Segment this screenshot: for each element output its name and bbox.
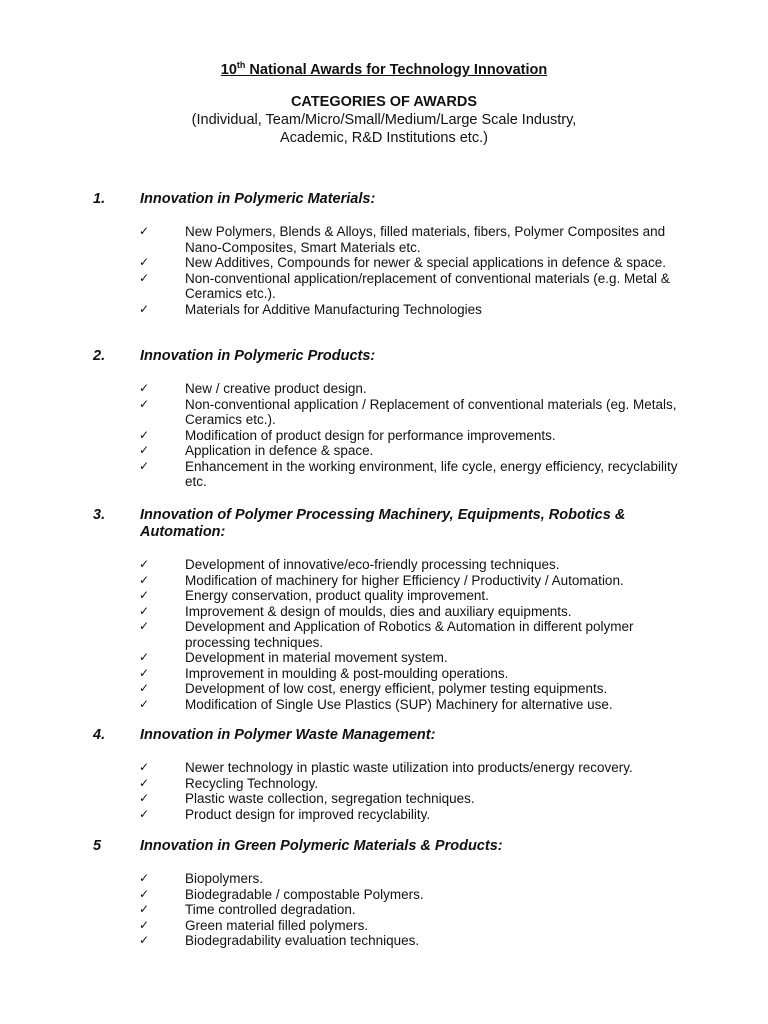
list-item-text: Recycling Technology. [185, 775, 319, 791]
check-icon: ✓ [139, 224, 150, 238]
bullet-list [93, 871, 693, 949]
list-item-text: Application in defence & space. [185, 443, 374, 458]
list-item-text: Green material filled polymers. [185, 917, 369, 933]
check-icon: ✓ [139, 443, 150, 457]
bullet-list [93, 760, 693, 822]
list-item [93, 604, 693, 620]
list-item-text: Product design for improved recyclability. [185, 806, 431, 822]
list-item [93, 776, 693, 792]
section-2 [93, 348, 693, 490]
list-item-text: Development of innovative/eco-friendly processing techniques. [185, 557, 560, 572]
check-icon: ✓ [139, 760, 150, 774]
document-subtitle: CATEGORIES OF AWARDS [290, 94, 478, 110]
list-item-text: Non-conventional application/replacement of conventional materials (e.g. Metal & Ceramics etc.). [185, 270, 670, 301]
check-icon: ✓ [139, 665, 150, 680]
document-title [0, 60, 768, 78]
subtitle-note [0, 111, 768, 147]
check-icon: ✓ [139, 427, 150, 442]
check-icon: ✓ [139, 806, 150, 821]
section-3 [93, 507, 693, 712]
section-heading [93, 838, 693, 855]
section-heading [93, 727, 693, 744]
check-icon: ✓ [139, 557, 150, 571]
list-item [93, 791, 693, 807]
section-number: 1. [93, 191, 106, 207]
list-item-text: Development in material movement system. [185, 650, 448, 665]
subtitle-note-line-1: (Individual, Team/Micro/Small/Medium/Large Scale Industry, [191, 112, 577, 128]
check-icon: ✓ [139, 255, 150, 269]
list-item [93, 397, 693, 428]
check-icon: ✓ [139, 791, 150, 805]
list-item-text: Improvement in moulding & post-moulding operations. [185, 665, 509, 681]
list-item [93, 224, 693, 255]
section-5 [93, 838, 693, 949]
title-prefix: 10 [220, 61, 237, 78]
list-item [93, 302, 693, 318]
list-item [93, 760, 693, 776]
check-icon: ✓ [139, 301, 150, 316]
list-item-text: Modification of product design for performance improvements. [185, 427, 556, 443]
section-title: Innovation in Polymeric Materials: [140, 191, 376, 207]
list-item-text: Biodegradable / compostable Polymers. [185, 886, 424, 902]
list-item-text: Newer technology in plastic waste utilization into products/energy recovery. [185, 760, 633, 775]
title-rest: National Awards for Technology Innovation [245, 61, 548, 78]
list-item [93, 650, 693, 666]
section-title: Innovation in Polymeric Products: [140, 348, 376, 364]
list-item-text: Modification of machinery for higher Efficiency / Productivity / Automation. [185, 572, 624, 588]
list-item-text: Development of low cost, energy efficient, polymer testing equipments. [185, 681, 608, 696]
list-item-text: Energy conservation, product quality improvement. [185, 588, 489, 603]
section-1 [93, 191, 693, 317]
list-item-text: New Additives, Compounds for newer & special applications in defence & space. [185, 255, 667, 270]
list-item [93, 681, 693, 697]
list-item [93, 807, 693, 823]
list-item [93, 619, 693, 650]
section-number: 5 [93, 838, 102, 854]
subtitle-note-line-2: Academic, R&D Institutions etc.) [280, 130, 488, 146]
section-heading [93, 191, 693, 208]
list-item [93, 697, 693, 713]
check-icon: ✓ [139, 696, 150, 711]
list-item [93, 902, 693, 918]
section-title: Innovation in Polymer Waste Management: [140, 727, 436, 743]
list-item-text: Enhancement in the working environment, life cycle, energy efficiency, recyclability etc. [185, 458, 678, 489]
check-icon: ✓ [139, 917, 150, 932]
list-item-text: Development and Application of Robotics & Automation in different polymer processing techniques. [185, 619, 634, 650]
list-item [93, 381, 693, 397]
list-item [93, 557, 693, 573]
check-icon: ✓ [139, 775, 150, 790]
list-item-text: Improvement & design of moulds, dies and auxiliary equipments. [185, 603, 572, 619]
list-item [93, 255, 693, 271]
check-icon: ✓ [139, 588, 150, 602]
section-title: Innovation in Green Polymeric Materials & Products: [140, 838, 503, 854]
list-item [93, 459, 693, 490]
list-item-text: Biopolymers. [185, 871, 264, 886]
check-icon: ✓ [139, 381, 150, 395]
list-item [93, 588, 693, 604]
check-icon: ✓ [139, 270, 150, 285]
section-heading [93, 348, 693, 365]
list-item [93, 887, 693, 903]
title-superscript: th [236, 60, 246, 70]
check-icon: ✓ [139, 603, 150, 618]
check-icon: ✓ [139, 902, 150, 916]
section-number: 3. [93, 507, 106, 523]
list-item-text: Modification of Single Use Plastics (SUP) Machinery for alternative use. [185, 696, 613, 712]
check-icon: ✓ [139, 871, 150, 885]
list-item [93, 933, 693, 949]
list-item-text: New Polymers, Blends & Alloys, filled materials, fibers, Polymer Composites and Nano-Composites, Smart Materials etc. [185, 224, 666, 255]
check-icon: ✓ [139, 681, 150, 695]
list-item-text: Time controlled degradation. [185, 902, 356, 917]
list-item-text: Materials for Additive Manufacturing Technologies [185, 301, 482, 317]
section-heading [93, 507, 693, 541]
check-icon: ✓ [139, 572, 150, 587]
section-number: 2. [93, 348, 106, 364]
list-item [93, 443, 693, 459]
check-icon: ✓ [139, 933, 150, 947]
list-item-text: Plastic waste collection, segregation techniques. [185, 791, 475, 806]
check-icon: ✓ [139, 458, 150, 473]
list-item [93, 428, 693, 444]
check-icon: ✓ [139, 886, 150, 901]
bullet-list [93, 381, 693, 490]
section-4 [93, 727, 693, 822]
check-icon: ✓ [139, 650, 150, 664]
list-item-text: Non-conventional application / Replacement of conventional materials (eg. Metals, Ceramics etc.). [185, 396, 677, 427]
section-title: Innovation of Polymer Processing Machinery, Equipments, Robotics & Automation: [140, 507, 626, 540]
list-item [93, 918, 693, 934]
list-item [93, 271, 693, 302]
list-item [93, 573, 693, 589]
check-icon: ✓ [139, 396, 150, 411]
list-item-text: Biodegradability evaluation techniques. [185, 933, 420, 948]
list-item [93, 871, 693, 887]
bullet-list [93, 224, 693, 317]
check-icon: ✓ [139, 619, 150, 633]
list-item-text: New / creative product design. [185, 381, 367, 396]
section-number: 4. [93, 727, 106, 743]
bullet-list [93, 557, 693, 712]
list-item [93, 666, 693, 682]
